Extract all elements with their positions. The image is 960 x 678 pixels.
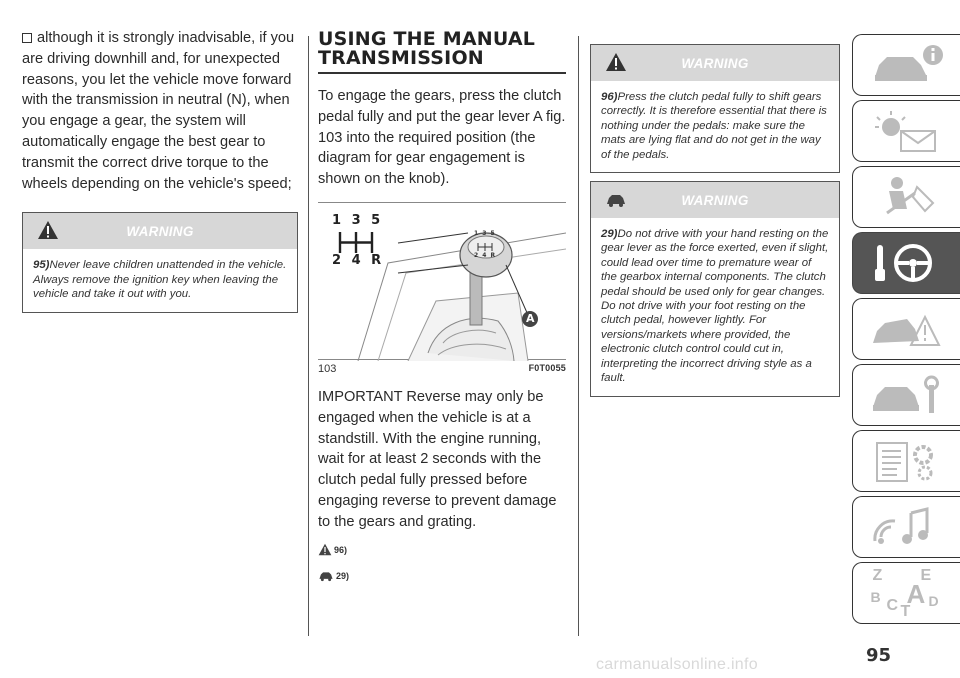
reference-number: 96) — [334, 544, 348, 555]
reference-96 — [318, 543, 568, 556]
knob-pattern-top: 1 3 5 — [474, 229, 496, 237]
checkbox-bullet-icon — [22, 33, 32, 43]
car-info-icon — [867, 41, 947, 89]
warning-title: WARNING — [126, 223, 194, 239]
car-warning-icon — [318, 570, 334, 582]
warning-box-96 — [590, 44, 840, 173]
tab-starting-and-driving[interactable] — [852, 232, 960, 294]
signal-music-icon — [867, 503, 947, 551]
intro-paragraph: To engage the gears, press the clutch pedal fully and put the gear lever A fig. 103 into the required position (the diagram for gear engagement is shown on the knob). — [318, 88, 566, 188]
warning-body — [23, 249, 297, 311]
column-divider-1 — [308, 36, 309, 636]
middle-column — [318, 30, 568, 582]
warning-triangle-icon — [37, 220, 59, 240]
warning-number: 96) — [601, 91, 618, 103]
warning-number: 29) — [601, 228, 618, 241]
tab-safety[interactable] — [852, 166, 960, 228]
warning-text: Do not drive with your hand resting on the gear lever as the force exerted, even if slight, could lead over time to premature wear of the gearbox internal components. The clutch pedal should be used only for gear changes. Do not drive with your foot resting on the clutch pedal, however lightly. For versions/markets where provided, the electronic clutch control could cut in, interpreting the incorrect driving style as a fault. — [601, 228, 829, 385]
figure-number: 103 — [318, 362, 337, 375]
tab-in-an-emergency[interactable] — [852, 298, 960, 360]
tab-technical-specifications[interactable] — [852, 430, 960, 492]
tab-getting-to-know-car[interactable] — [852, 34, 960, 96]
important-paragraph: IMPORTANT Reverse may only be engaged when the vehicle is at a standstill. With the engine running, wait for at least 2 seconds with the clutch pedal fully pressed before engaging reverse to prevent damage to the gears and grating. — [318, 388, 557, 530]
figure-code: F0T0055 — [528, 362, 566, 373]
tab-multimedia[interactable] — [852, 496, 960, 558]
warning-number: 95) — [33, 259, 50, 272]
watermark: carmanualsonline.info — [596, 656, 758, 673]
car-wrench-icon — [867, 371, 947, 419]
knob-pattern-bottom: 2 4 R — [474, 251, 497, 259]
index-letters-icon: Z E B A C D T — [870, 567, 939, 620]
chapter-tab-sidebar — [852, 34, 960, 628]
warning-triangle-icon — [318, 543, 332, 556]
warning-title: WARNING — [681, 192, 749, 208]
specs-gear-icon — [867, 437, 947, 485]
warning-title: WARNING — [681, 55, 749, 71]
right-column — [590, 44, 840, 397]
figure-caption — [318, 363, 566, 375]
reference-29 — [318, 570, 568, 582]
warning-body — [591, 81, 839, 172]
section-title: USING THE MANUAL TRANSMISSION — [318, 28, 536, 69]
emergency-car-icon — [867, 305, 947, 353]
warning-box-29 — [590, 181, 840, 396]
callout-label-a: A — [526, 311, 535, 325]
gear-pattern-top: 1 3 5 — [332, 212, 384, 228]
warning-body — [591, 218, 839, 395]
warning-triangle-icon — [605, 52, 627, 72]
car-warning-icon — [605, 192, 627, 208]
left-column — [22, 28, 298, 313]
warning-box-95 — [22, 212, 298, 312]
column-divider-2 — [578, 36, 579, 636]
tab-servicing-and-care[interactable] — [852, 364, 960, 426]
gear-pattern-bottom: 2 4 R — [332, 252, 385, 268]
tab-index[interactable] — [852, 562, 960, 624]
figure-103 — [318, 202, 566, 375]
warning-header — [23, 213, 297, 249]
gear-lever-illustration — [318, 202, 566, 360]
title-underline — [318, 72, 566, 74]
page-number: 95 — [866, 645, 892, 666]
key-steering-wheel-icon — [867, 239, 947, 287]
seat-airbag-icon — [867, 173, 947, 221]
warning-text: Never leave children unattended in the vehicle. Always remove the ignition key when leaving the vehicle and take it out with you. — [33, 259, 287, 301]
reference-number: 29) — [336, 570, 350, 581]
tab-warning-lights[interactable] — [852, 100, 960, 162]
continued-paragraph: although it is strongly inadvisable, if you are driving downhill and, for unexpected reasons, you let the vehicle move forward with the transmission in neutral (N), when you engage a gear, the system will automatically engage the best gear to transmit the correct drive torque to the wheels depending on the vehicle's speed; — [22, 30, 295, 192]
warning-header — [591, 182, 839, 218]
warning-light-envelope-icon — [867, 107, 947, 155]
warning-header — [591, 45, 839, 81]
warning-text: Press the clutch pedal fully to shift gears correctly. It is therefore essential that there is nothing under the pedals: make sure the mats are lying flat and do not get in the way of the pedals. — [601, 91, 827, 161]
